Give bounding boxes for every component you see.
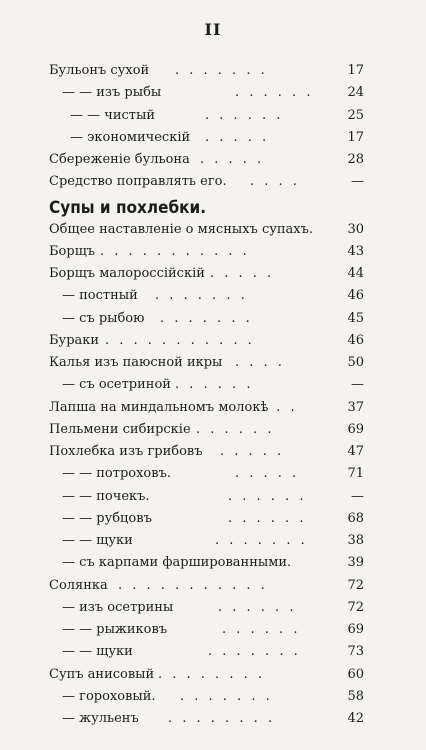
toc-entry (0, 374, 426, 396)
toc-entry-title: Калья изъ паюсной икры (49, 355, 223, 370)
toc-page-number: 25 (347, 107, 364, 123)
toc-page-number: — (351, 174, 364, 190)
toc-page-number: 28 (347, 152, 364, 167)
toc-entry-title: — гороховый. (62, 688, 156, 704)
toc-leader-dots: . . . . . (200, 152, 265, 167)
toc-entry-title: Борщъ (49, 243, 96, 259)
toc-leader-dots: . . . . . . . . . . . (118, 577, 268, 593)
toc-page-number: 38 (347, 533, 364, 548)
toc-entry-title: — экономическій (70, 129, 191, 145)
toc-entry-title: — — почекъ. (62, 488, 150, 504)
toc-entry (0, 60, 426, 82)
toc-leader-dots: . . . . (250, 174, 300, 190)
toc-page-number: 42 (347, 711, 364, 726)
toc-entry-title: Солянка (49, 577, 108, 593)
toc-entry-title: Похлебка изъ грибовъ (49, 444, 203, 459)
toc-entry (0, 149, 426, 171)
toc-page-number: 17 (347, 63, 364, 78)
toc-page-number: 68 (347, 510, 364, 526)
toc-leader-dots: . . . . . . (175, 377, 254, 393)
toc-page-number: 69 (347, 622, 364, 637)
toc-page-number: 43 (347, 243, 364, 259)
toc-leader-dots: . . . . . . (218, 599, 297, 615)
toc-page-number: 24 (347, 85, 364, 101)
toc-entry (0, 263, 426, 285)
toc-entry (0, 397, 426, 419)
toc-entry-title: — съ карпами фаршированными. (62, 555, 292, 571)
toc-entry-title: — — потроховъ. (62, 466, 171, 482)
toc-leader-dots: . . . . . . (228, 510, 307, 526)
toc-leader-dots: . . . . . (235, 466, 300, 482)
toc-page-number: 46 (347, 332, 364, 348)
toc-entry (0, 308, 426, 330)
toc-page-number: 47 (347, 444, 364, 459)
toc-leader-dots: . . . . . . . (180, 688, 273, 704)
toc-leader-dots: . . . . . . . (208, 644, 301, 660)
toc-leader-dots: . . . . . . . . . . . (100, 243, 250, 259)
section-heading (0, 194, 426, 219)
toc-page-number: 71 (347, 466, 364, 482)
toc-entry (0, 441, 426, 463)
toc-entry-title: Бульонъ сухой (49, 63, 150, 78)
toc-page-number: 45 (347, 310, 364, 326)
toc-page-number: 46 (347, 288, 364, 304)
toc-leader-dots: . . . . . . (235, 85, 314, 101)
toc-page-number: — (351, 488, 364, 504)
toc-entry-title: Бураки (49, 332, 100, 348)
toc-leader-dots: . . . . . . . . (168, 711, 275, 726)
toc-leader-dots: . . . . . . . . . . . (105, 332, 255, 348)
toc-entry-title: Борщъ малороссійскій (49, 266, 205, 281)
table-of-contents (0, 60, 426, 730)
toc-page-number: 37 (347, 399, 364, 415)
toc-entry-title: — — чистый (70, 107, 156, 123)
toc-entry (0, 552, 426, 574)
toc-entry-title: Сбереженіе бульона (49, 152, 190, 167)
page-number: II (204, 20, 222, 39)
toc-leader-dots: . . . . . . (205, 107, 284, 123)
toc-leader-dots: . . . . . . . (215, 533, 308, 548)
toc-page-number: 58 (347, 688, 364, 704)
toc-entry (0, 171, 426, 193)
toc-leader-dots: . . . . . . . (175, 63, 268, 78)
toc-entry-title: — жульенъ (62, 711, 139, 726)
toc-entry (0, 285, 426, 307)
toc-leader-dots: . . . . . . (196, 421, 275, 437)
toc-entry (0, 486, 426, 508)
toc-leader-dots: . . . . . . . . (158, 666, 265, 682)
toc-page-number: — (351, 377, 364, 393)
toc-entry (0, 419, 426, 441)
toc-leader-dots: . . . . . . . (160, 310, 253, 326)
toc-entry-title: — — изъ рыбы (62, 85, 162, 101)
toc-entry (0, 127, 426, 149)
toc-entry-title: — — щуки (62, 533, 133, 548)
toc-entry-title: Пельмени сибирскіе (49, 421, 191, 437)
toc-page-number: 72 (347, 599, 364, 615)
toc-page-number: 72 (347, 577, 364, 593)
toc-page-number: 60 (347, 666, 364, 682)
toc-page-number: 50 (347, 355, 364, 370)
toc-entry (0, 597, 426, 619)
toc-entry-title: Лапша на миндальномъ молокѣ (49, 399, 269, 415)
toc-entry-title: Средство поправлять его. (49, 174, 227, 190)
toc-leader-dots: . . . . . . (222, 622, 301, 637)
toc-page-number: 30 (347, 221, 364, 237)
toc-entry (0, 508, 426, 530)
toc-entry (0, 105, 426, 127)
toc-page-number: 73 (347, 644, 364, 660)
toc-entry-title: — съ осетриной (62, 377, 171, 393)
toc-entry-title: — — рубцовъ (62, 510, 152, 526)
toc-page-number: 69 (347, 421, 364, 437)
toc-entry (0, 575, 426, 597)
toc-leader-dots: . . . . (235, 355, 285, 370)
toc-entry (0, 330, 426, 352)
toc-leader-dots: . . . . . (210, 266, 275, 281)
toc-leader-dots: . . . . . . (228, 488, 307, 504)
toc-entry-title: — — щуки (62, 644, 133, 660)
toc-leader-dots: . . . . . . . (155, 288, 248, 304)
toc-entry-title: — — рыжиковъ (62, 622, 168, 637)
toc-entry (0, 82, 426, 104)
toc-entry (0, 641, 426, 663)
toc-entry (0, 664, 426, 686)
toc-entry-title: Общее наставленіе о мясныхъ супахъ. (49, 221, 314, 237)
toc-entry-title: — съ рыбою (62, 310, 145, 326)
toc-entry (0, 352, 426, 374)
toc-leader-dots: . . . . . (205, 129, 270, 145)
toc-entry-title: — постный (62, 288, 138, 304)
section-heading-text: Супы и похлебки. (49, 197, 207, 218)
toc-entry (0, 219, 426, 241)
toc-entry (0, 708, 426, 730)
toc-entry-title: Супъ анисовый (49, 666, 155, 682)
toc-leader-dots: . . . . . (220, 444, 285, 459)
toc-entry (0, 463, 426, 485)
toc-entry (0, 241, 426, 263)
toc-page-number: 39 (347, 555, 364, 571)
toc-entry (0, 619, 426, 641)
toc-entry (0, 530, 426, 552)
toc-entry (0, 686, 426, 708)
toc-leader-dots: . . . (262, 399, 298, 415)
toc-page-number: 17 (347, 129, 364, 145)
toc-page-number: 44 (347, 266, 364, 281)
toc-entry-title: — изъ осетрины (62, 599, 174, 615)
